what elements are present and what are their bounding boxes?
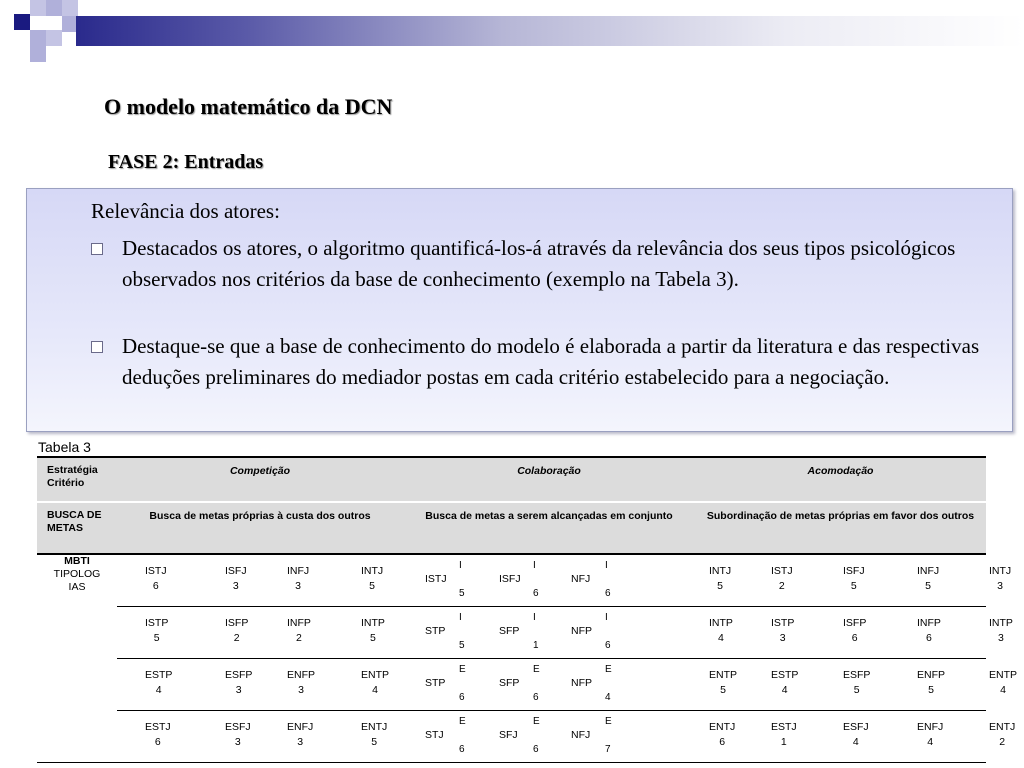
type-score: [145, 564, 167, 594]
mbti-label-line: TIPOLOG: [53, 568, 101, 580]
type-code: NFP: [571, 625, 592, 637]
deco-square: [46, 0, 62, 16]
type-value: 6: [152, 580, 159, 592]
type-value: 4: [605, 692, 611, 703]
type-code: ENTJ: [361, 721, 388, 733]
type-code: ISFJ: [843, 565, 865, 577]
type-score: [361, 564, 383, 594]
type-score: [287, 720, 313, 750]
type-cell: [117, 711, 403, 763]
mbti-label: [37, 554, 117, 763]
type-code: ENTP: [361, 669, 390, 681]
type-code: ESFJ: [225, 721, 251, 733]
deco-square: [30, 0, 46, 16]
type-value: 6: [533, 692, 539, 703]
type-code: SFP: [499, 677, 520, 689]
type-value: 2: [999, 736, 1006, 748]
type-code: INFJ: [917, 565, 940, 577]
category-header: Colaboração: [403, 457, 695, 502]
type-code: ENTJ: [709, 721, 736, 733]
type-code: NFP: [571, 677, 592, 689]
type-value: 6: [851, 632, 858, 644]
type-code: ISTP: [145, 617, 169, 629]
type-score: [145, 668, 172, 698]
attitude-label: E: [459, 716, 466, 727]
bullet-item: [91, 233, 991, 295]
type-value: 6: [926, 632, 932, 644]
type-value: 5: [853, 684, 860, 696]
type-value: 6: [533, 588, 539, 599]
type-code: ESTP: [145, 669, 173, 681]
type-cell: [403, 607, 695, 659]
table-caption: Tabela 3: [38, 439, 91, 455]
type-code: INFJ: [287, 565, 310, 577]
type-code: SFJ: [499, 729, 518, 741]
type-value: 5: [369, 580, 375, 592]
type-code: INTJ: [989, 565, 1012, 577]
type-value: 5: [370, 632, 376, 644]
type-code: ISFP: [225, 617, 249, 629]
type-score: [145, 616, 168, 646]
type-code: ENFJ: [917, 721, 944, 733]
type-code: NFJ: [571, 573, 591, 585]
type-code: SFP: [499, 625, 520, 637]
deco-square: [14, 14, 30, 30]
type-score: [917, 720, 943, 750]
attitude-label: I: [533, 560, 536, 571]
type-code: ESFP: [225, 669, 253, 681]
type-code: INFP: [917, 617, 941, 629]
attitude-label: E: [533, 716, 540, 727]
type-code: NFJ: [571, 729, 591, 741]
type-value: 5: [153, 632, 160, 644]
type-code: ISTP: [771, 617, 795, 629]
strategy-description: Busca de metas próprias à custa dos outros: [117, 502, 403, 554]
type-code: ISTJ: [771, 565, 793, 577]
content-box: [26, 188, 1013, 432]
type-row: [37, 711, 986, 763]
type-code: INFP: [287, 617, 311, 629]
deco-square: [30, 30, 46, 46]
type-score: [989, 616, 1013, 646]
type-cell: [695, 607, 1013, 659]
attitude-label: E: [459, 664, 466, 675]
type-score: [709, 720, 735, 750]
type-code: INTJ: [709, 565, 732, 577]
type-value: 3: [234, 736, 241, 748]
type-score: [843, 720, 869, 750]
type-score: [709, 668, 737, 698]
type-code: ISTJ: [425, 573, 447, 585]
attitude-label: E: [605, 716, 612, 727]
type-score: [225, 668, 252, 698]
type-value: 3: [297, 736, 304, 748]
type-value: 6: [533, 744, 539, 755]
type-code: STJ: [425, 729, 444, 741]
type-code: ISTJ: [145, 565, 167, 577]
square-bullet-icon: [91, 341, 103, 353]
type-value: 3: [998, 632, 1004, 644]
corner-line: Estratégia: [47, 464, 98, 476]
type-row: [37, 659, 986, 711]
corner-line: Critério: [47, 477, 85, 489]
type-value: 4: [927, 736, 934, 748]
type-value: 2: [296, 632, 302, 644]
type-score: [287, 668, 315, 698]
attitude-label: E: [605, 664, 612, 675]
type-value: 5: [717, 580, 723, 592]
type-value: 6: [719, 736, 726, 748]
type-score: [361, 616, 385, 646]
type-value: 3: [235, 684, 242, 696]
deco-square: [46, 30, 62, 46]
type-code: INTP: [989, 617, 1013, 629]
attitude-label: E: [533, 664, 540, 675]
type-value: 3: [997, 580, 1003, 592]
type-code: ENFP: [287, 669, 316, 681]
type-value: 2: [233, 632, 240, 644]
header-row: [37, 457, 986, 502]
attitude-label: I: [459, 612, 462, 623]
type-score: [917, 668, 945, 698]
type-score: [361, 720, 387, 750]
type-code: INTJ: [361, 565, 384, 577]
type-value: 5: [720, 684, 726, 696]
type-value: 5: [925, 580, 931, 592]
type-row: [37, 607, 986, 659]
type-score: [989, 564, 1011, 594]
category-header: Acomodação: [695, 457, 986, 502]
type-value: 6: [605, 588, 611, 599]
criterion-row: [37, 502, 986, 554]
type-score: [145, 720, 171, 750]
type-cell: [117, 554, 403, 607]
deco-square: [62, 0, 78, 16]
type-code: INTP: [361, 617, 385, 629]
type-score: [771, 616, 794, 646]
type-code: ESTP: [771, 669, 799, 681]
type-cell: [695, 711, 1016, 763]
type-value: 5: [459, 640, 465, 651]
type-score: [225, 616, 248, 646]
type-value: 6: [459, 744, 465, 755]
mbti-label-line: MBTI: [64, 555, 90, 567]
type-value: 3: [779, 632, 786, 644]
type-score: [287, 616, 311, 646]
type-value: 3: [232, 580, 239, 592]
type-value: 7: [605, 744, 611, 755]
type-score: [843, 616, 866, 646]
type-code: ISFJ: [499, 573, 521, 585]
bullet-text: Destacados os atores, o algoritmo quantificá-los-á através da relevância dos seus tipos psicológicos observados nos critérios da base de conhecimento (exemplo na Tabela 3).: [122, 236, 956, 291]
page-title: O modelo matemático da DCN: [104, 94, 393, 119]
type-row: [37, 554, 986, 607]
type-value: 4: [781, 684, 788, 696]
type-score: [771, 668, 798, 698]
type-score: [225, 720, 251, 750]
type-value: 3: [295, 580, 301, 592]
type-score: [709, 616, 733, 646]
type-code: INTP: [709, 617, 733, 629]
type-cell: [117, 607, 403, 659]
type-score: [843, 564, 865, 594]
type-value: 5: [371, 736, 378, 748]
type-value: 5: [928, 684, 934, 696]
type-code: ESTJ: [145, 721, 171, 733]
type-score: [843, 668, 870, 698]
type-code: STP: [425, 625, 446, 637]
bullet-item: [91, 331, 991, 393]
type-code: ENFP: [917, 669, 946, 681]
type-cell: [695, 659, 1018, 711]
type-cell: [117, 659, 403, 711]
type-value: 4: [372, 684, 378, 696]
attitude-label: I: [605, 560, 608, 571]
type-value: 1: [533, 640, 539, 651]
type-value: 3: [298, 684, 304, 696]
type-score: [989, 668, 1017, 698]
criterion-label: [37, 502, 117, 554]
section-subtitle: FASE 2: Entradas: [108, 151, 264, 173]
type-score: [989, 720, 1015, 750]
type-score: [771, 720, 797, 750]
type-value: 1: [780, 736, 787, 748]
type-score: [225, 564, 247, 594]
type-cell: [403, 711, 695, 763]
criterion-line: BUSCA DE: [47, 509, 102, 521]
category-header: Competição: [117, 457, 403, 502]
criterion-line: METAS: [47, 522, 83, 534]
type-code: ENTP: [709, 669, 738, 681]
type-value: 5: [850, 580, 857, 592]
type-code: ISFP: [843, 617, 867, 629]
type-value: 2: [778, 580, 785, 592]
corner-header: [37, 457, 117, 502]
type-code: ISFJ: [225, 565, 247, 577]
type-cell: [695, 554, 1012, 607]
type-code: ESTJ: [771, 721, 797, 733]
type-score: [917, 564, 939, 594]
mbti-label-line: IAS: [68, 581, 86, 593]
type-value: 4: [155, 684, 162, 696]
type-value: 4: [852, 736, 859, 748]
strategy-description: Busca de metas a serem alcançadas em conjunto: [403, 502, 695, 554]
intro-text: Relevância dos atores:: [91, 199, 280, 223]
type-cell: [403, 659, 695, 711]
mbti-table: [37, 456, 1018, 763]
type-code: ENTP: [989, 669, 1018, 681]
type-value: 6: [459, 692, 465, 703]
deco-gradient-bar: [76, 16, 1024, 46]
attitude-label: I: [605, 612, 608, 623]
type-score: [361, 668, 389, 698]
attitude-label: I: [459, 560, 462, 571]
type-value: 6: [154, 736, 161, 748]
type-code: ENFJ: [287, 721, 314, 733]
type-value: 4: [718, 632, 724, 644]
type-value: 4: [1000, 684, 1006, 696]
type-value: 5: [459, 588, 465, 599]
type-code: ESFJ: [843, 721, 869, 733]
type-score: [287, 564, 309, 594]
type-code: ESFP: [843, 669, 871, 681]
strategy-description: Subordinação de metas próprias em favor dos outros: [695, 502, 986, 554]
attitude-label: I: [533, 612, 536, 623]
type-score: [709, 564, 731, 594]
type-value: 6: [605, 640, 611, 651]
bullet-text: Destaque-se que a base de conhecimento do modelo é elaborada a partir da literatura e das respectivas deduções preliminares do mediador postas em cada critério estabelecido para a negociação.: [122, 334, 980, 389]
deco-square: [30, 46, 46, 62]
square-bullet-icon: [91, 243, 103, 255]
type-code: ENTJ: [989, 721, 1016, 733]
type-score: [771, 564, 793, 594]
type-score: [917, 616, 941, 646]
type-cell: [403, 554, 695, 607]
type-code: STP: [425, 677, 446, 689]
